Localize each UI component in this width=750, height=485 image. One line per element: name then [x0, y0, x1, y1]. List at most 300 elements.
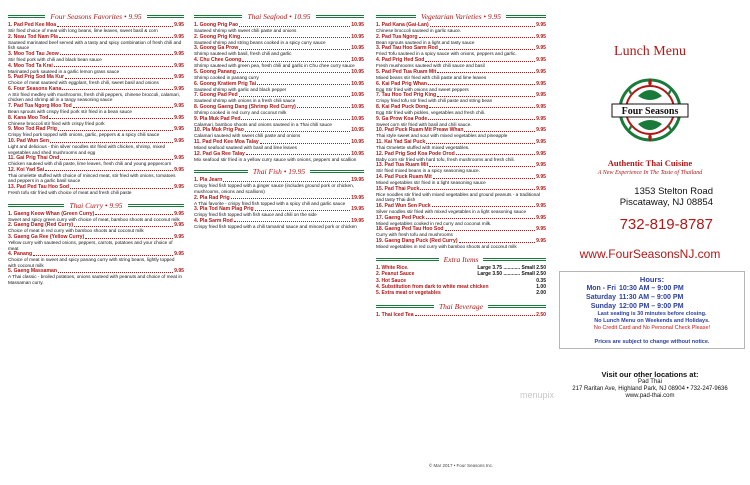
hours-row — [564, 284, 740, 293]
menu-item-description: Thai style sweet and sour with mixed vegetables and pineapple — [376, 133, 508, 139]
menu-item-name: 13. Pad Ped Tau Hoo Sod — [8, 184, 70, 191]
menu-item-name: 5. Gaeng Massaman — [8, 268, 57, 275]
extra-item-price: 0.35 — [536, 277, 546, 284]
menu-item-price: 9.95 — [174, 184, 184, 191]
menu-item-description: Silver noodles stir fried with mixed vegetables in a light seasoning sauce — [376, 208, 527, 214]
menu-item-description: Fresh tofu stir fried with choice of meat and fresh chili paste — [8, 190, 132, 196]
menu-item-name: 3. Gaeng Ga Ree (Yellow Curry) — [8, 234, 85, 241]
info-column — [555, 10, 745, 458]
menu-item-name: 8. Goong Gaeng Dang (Shrimp Red Curry) — [194, 103, 296, 110]
section-spacer — [376, 250, 546, 253]
menu-item-name: 3. Pad Tau Hoo Sarm Rod — [376, 45, 438, 52]
menu-item-price: 9.95 — [536, 150, 546, 157]
phone-number[interactable]: 732-819-8787 — [619, 216, 713, 233]
menu-item-description: Rice noodles stir fried with mixed vegetables and ground peanuts - a traditional and tasty Thai dish — [376, 191, 540, 203]
menu-item-name: 2. Neau Tod Nam Pla — [8, 33, 59, 40]
menu-item-price: 9.95 — [536, 162, 546, 169]
section-spacer — [8, 196, 184, 199]
menu-item — [376, 116, 546, 127]
no-lunch-weekend-note: No Lunch Menu on Weekends and Holidays. — [594, 318, 710, 324]
menu-item-price: 9.95 — [536, 57, 546, 64]
dot-leader — [62, 89, 173, 90]
menu-item-description: A Stir fried medley with mushrooms, fresh chili peppers, chinese broccoli, calamari, chicken and shrimp all in a tangy seasoning sauce — [8, 91, 180, 103]
menu-item-price: 10.95 — [351, 68, 364, 75]
section-title: Thai Beverage — [434, 302, 488, 311]
section-title: Vegetarian Varieties • 9.95 — [416, 12, 506, 21]
dot-leader — [439, 49, 535, 50]
menu-item-description: Thai omelette stuffed with choice of minced meat, stir fried with onions, tomatoes and peppers in a garlic basil sauce — [8, 172, 176, 184]
menu-item-price: 9.95 — [174, 22, 184, 28]
menu-item — [194, 206, 364, 217]
menu-item-description: Thai Omelette stuffed with mixed vegetables. — [376, 145, 470, 151]
dot-leader — [54, 66, 173, 67]
dot-leader — [239, 49, 350, 50]
menu-item-price: 9.95 — [536, 33, 546, 40]
menu-item-name: 2. Goong Prig King — [194, 33, 241, 40]
menu-item-price: 9.95 — [174, 268, 184, 275]
dot-leader — [257, 84, 350, 85]
menu-item — [8, 268, 184, 285]
menu-item-name: 5. Pad Ped Tua Ruam Mit — [376, 68, 437, 75]
dot-leader — [33, 255, 173, 256]
dot-leader — [50, 142, 173, 143]
menu-item-name: 4. Chu Chee Goong — [194, 57, 242, 64]
menu-item — [8, 115, 184, 126]
dot-leader — [237, 72, 350, 73]
menu-item — [376, 186, 546, 203]
menu-item-price: 9.95 — [174, 114, 184, 121]
menu-item-name: 10. Pad Wun Sen — [8, 138, 49, 145]
extra-item-price: Large 3.50 ............ Small 2.50 — [477, 271, 546, 278]
section-title: Thai Curry • 9.95 — [64, 201, 127, 210]
hours-time: 10:30 AM – 9:00 PM — [619, 285, 684, 292]
section-spacer — [376, 297, 546, 300]
menu-item-description: Baby corn stir fried with hard tofu, fresh mushrooms and fresh chili. — [376, 156, 515, 162]
menu-item — [376, 139, 546, 150]
menu-item-price: 9.95 — [174, 166, 184, 173]
other-location-website[interactable]: www.pad-thai.com — [625, 393, 675, 399]
menu-item-price: 9.95 — [536, 202, 546, 209]
menu-item-price: 9.95 — [174, 50, 184, 57]
menu-item-price: 9.95 — [174, 251, 184, 258]
extra-item-name: 4. Substitution from dark to white meat chicken — [376, 283, 489, 290]
menu-item-description: Sweet corn stir fried with basil and chili sauce. — [376, 121, 472, 127]
menu-item-description: Curry with fresh tofu and mushrooms — [376, 232, 453, 238]
menu-item-description: Marinated pork sauteed in a garlic lemon grass sauce — [8, 68, 120, 74]
section-title: Thai Fish • 19.95 — [248, 167, 310, 176]
menu-item — [8, 167, 184, 184]
menu-item-price: 9.95 — [536, 226, 546, 233]
menu-item — [194, 177, 364, 194]
menu-item-description: Crispy fried tofu stir fried with chili paste and string bean — [376, 98, 493, 104]
dot-leader — [456, 154, 535, 155]
menu-item-price: 9.95 — [174, 155, 184, 162]
section-spacer — [194, 162, 364, 165]
dot-leader — [428, 84, 535, 85]
menu-item-price: 9.95 — [536, 238, 546, 245]
menu-item-name: 4. Moo Tod Ta Krai — [8, 62, 53, 69]
dot-leader — [241, 37, 350, 38]
menu-item-price: 19.95 — [351, 177, 364, 184]
menu-item-description: Mixed vegetables stir fried in a light seasoning sauce — [376, 180, 486, 186]
hours-time: 12:00 PM – 9:00 PM — [619, 303, 684, 310]
menu-item-price: 19.95 — [351, 194, 364, 201]
dot-leader — [59, 37, 173, 38]
four-seasons-logo — [608, 74, 692, 152]
menu-item-name: 6. Kai Pad Prig Whan — [376, 80, 427, 87]
menu-item-description: Bean sprouts sauteed in a light and tasty sauce — [376, 39, 475, 45]
extra-item — [376, 290, 546, 296]
dot-leader — [234, 221, 350, 222]
menu-item-name: 1. Pad Kana (Gai-Lan) — [376, 22, 429, 28]
section-title: Extra Items — [439, 255, 484, 264]
menu-item-name: 1. Gaeng Keow Whan (Green Curry) — [8, 210, 95, 217]
menu-item-description: Yellow curry with sauteed onions, peppers, carrots, potatoes and your choice of meat — [8, 240, 173, 251]
menu-item — [194, 104, 364, 115]
address-city: Piscataway, NJ 08854 — [619, 197, 713, 208]
other-locations — [555, 371, 745, 400]
menu-item — [8, 22, 184, 33]
dot-leader — [445, 230, 536, 231]
menu-item-description: Shrimp cooked in red curry and coconut milk — [194, 109, 287, 115]
menu-item-price: 9.95 — [174, 222, 184, 229]
menu-item — [8, 155, 184, 166]
menu-item — [8, 184, 184, 195]
menu-item-name: 11. Kai Yad Sai Puck — [376, 139, 426, 146]
menu-item-name: 10. Pla Muk Prig Pao — [194, 127, 244, 134]
menu-item — [8, 86, 184, 103]
section-banner-thai-beverage — [376, 302, 546, 311]
menu-item-name: 7. Tau Hoo Tod Prig King — [376, 92, 437, 99]
menu-item-name: 4. Pla Sarm Rod — [194, 217, 233, 224]
section-banner-vegetarian-varieties-9-95 — [376, 12, 546, 21]
menu-item — [194, 92, 364, 103]
menu-item-name: 3. Pla Tod Nam Plag Prig — [194, 206, 254, 213]
dot-leader — [429, 166, 535, 167]
menu-item — [376, 69, 546, 80]
menu-item — [8, 51, 184, 62]
menu-item-name: 11. Pad Ped Kee Moa Talay — [194, 139, 259, 146]
section-banner-thai-seafood-10-95 — [194, 12, 364, 21]
menu-item-description: Choice of meat in red curry with bamboo shoots and coconut milk — [8, 228, 144, 234]
menu-item-description: Crispy fried pork topped with onions, garlic, peppers & a spicy chili sauce — [8, 132, 160, 138]
menu-item-name: 7. Pad Tua Ngorg Moo Tod — [8, 103, 72, 110]
menu-item-name: 6. Goong Kratiem Prig Tai — [194, 80, 257, 87]
menu-item — [376, 22, 546, 33]
menu-item-description: Chinese broccoli stir fried with crispy fried pork — [8, 120, 105, 126]
menu-item-name: 18. Gaeng Ped Tau Hoo Sod — [376, 226, 444, 233]
menu-item — [194, 195, 364, 206]
menu-item-name: 5. Pad Prig Sod Ma Kur — [8, 74, 65, 81]
dot-leader — [425, 61, 535, 62]
menu-item-description: Crispy fried fish topped with a chili tamarind sauce and minced pork or chicken — [194, 223, 357, 229]
other-location-name: Pad Thai — [638, 379, 662, 385]
menu-item-name: 16. Pad Wun Sen Puck — [376, 202, 431, 209]
menu-item-description: Shrimp cooked in panang curry — [194, 74, 259, 80]
menu-item-price: 9.95 — [536, 92, 546, 99]
dot-leader — [65, 78, 173, 79]
dot-leader — [429, 107, 535, 108]
menu-item-name: 15. Pad Thai Puck — [376, 185, 420, 192]
menu-item-price: 10.95 — [351, 139, 364, 146]
menu-item-description: Fresh mushrooms sauteed with chili sauce and basil — [376, 63, 485, 69]
menu-item-price: 9.95 — [536, 139, 546, 146]
menu-item-name: 9. Moo Tod Rad Prig — [8, 126, 57, 133]
menu-item — [8, 211, 184, 222]
menu-item — [8, 126, 184, 137]
menu-item-description: Egg Stir fried with onions and sweet peppers — [376, 86, 469, 92]
menu-item — [376, 312, 546, 318]
menu-item — [194, 45, 364, 56]
logo-text: Four Seasons — [621, 106, 679, 117]
menu-item-name: 19. Gaeng Dang Puck (Red Curry) — [376, 238, 458, 245]
menu-item-price: 9.95 — [536, 127, 546, 134]
hours-day: Saturday — [586, 294, 616, 301]
menu-item — [376, 215, 546, 226]
menu-item — [376, 81, 546, 92]
copyright-footer: © Mar 2017 • Four Seasons Inc. — [428, 463, 494, 468]
menu-item-price: 10.95 — [351, 150, 364, 157]
section-banner-four-seasons-favorites-9-95 — [8, 12, 184, 21]
menu-item-price: 10.95 — [351, 127, 364, 134]
menu-item-name: 3. Moo Tod Tau Jeow — [8, 50, 59, 57]
dot-leader — [415, 315, 536, 316]
dot-leader — [245, 131, 350, 132]
menu-item — [376, 127, 546, 138]
menu-item-price: 9.95 — [174, 33, 184, 40]
other-locations-title: Visit our other locations at: — [601, 370, 699, 379]
menu-item-description: Chinese broccoli sauteed in garlic sauce. — [376, 28, 462, 33]
menu-item-price: 9.95 — [174, 85, 184, 92]
menu-item-name: 1. Thai Iced Tea — [376, 311, 414, 318]
menu-item-name: 6. Four Seasons Kana — [8, 85, 62, 92]
section-banner-extra-items — [376, 255, 546, 264]
menu-item-description: Mixed beans stir fried with chili paste and lime leaves — [376, 74, 487, 80]
menu-column-1 — [8, 10, 184, 458]
hours-row — [564, 302, 740, 311]
dot-leader — [73, 107, 173, 108]
prices-subject-note: Prices are subject to change without notice. — [594, 339, 710, 345]
dot-leader — [45, 170, 173, 171]
dot-leader — [433, 178, 535, 179]
menu-item-description: A Thai favorite - crispy fried fish topped with a spicy chili and garlic sauce — [194, 200, 346, 206]
menu-item-name: 5. Goong Panang — [194, 68, 236, 75]
website-link[interactable]: www.FourSeasonsNJ.com — [579, 247, 721, 261]
dot-leader — [85, 238, 173, 239]
menu-item-name: 1. Pla Jearn — [194, 177, 223, 184]
hours-row — [564, 293, 740, 302]
menu-item-price: 10.95 — [351, 57, 364, 64]
menu-item — [376, 92, 546, 103]
menu-item-price: 9.95 — [536, 45, 546, 52]
menu-item — [376, 162, 546, 173]
menu-item-name: 10. Pad Puck Ruam Mit Preaw Whan — [376, 127, 464, 134]
no-credit-card-note: No Credit Card and No Personal Check Please! — [593, 325, 711, 331]
dot-leader — [260, 143, 351, 144]
menu-item — [194, 81, 364, 92]
hours-box — [559, 271, 745, 349]
section-banner-thai-curry-9-95 — [8, 201, 184, 210]
dot-leader — [430, 26, 535, 27]
dot-leader — [459, 242, 536, 243]
menu-item-price: 10.95 — [351, 115, 364, 122]
extra-item-name: 1. White Rice. — [376, 264, 409, 271]
menu-item-description: Shrimp sauteed with green pea, fresh chili and garlic in Chu chee curry sauce — [194, 63, 355, 69]
menu-item-description: Crispy fried fish topped with fish sauce and chili on the side — [194, 212, 317, 218]
menu-item-name: 13. Pad Tua Ruam Mit — [376, 162, 429, 169]
menu-item-price: 9.95 — [536, 115, 546, 122]
menu-item-name: 1. Pad Ped Kee Moa — [8, 22, 57, 28]
extra-item-name: 3. Hot Sauce — [376, 277, 407, 284]
lunch-menu-title: Lunch Menu — [614, 44, 686, 59]
menu-item-price: 9.95 — [536, 185, 546, 192]
dot-leader — [419, 37, 536, 38]
menu-item-price: 10.95 — [351, 22, 364, 28]
menu-item-price: 10.95 — [351, 103, 364, 110]
menu-item-description: Fried Tofu sauteed in a spicy sauce with onions, peppers and garlic. — [376, 51, 517, 57]
menu-item-description: Shrimp sauteed with basil, fresh chili and garlic — [194, 51, 292, 57]
dot-leader — [426, 218, 535, 219]
dot-leader — [437, 96, 535, 97]
menu-item — [376, 174, 546, 185]
tagline-authentic: Authentic Thai Cuisine — [607, 158, 693, 168]
menu-item — [8, 103, 184, 114]
menu-item — [376, 34, 546, 45]
menu-item — [8, 234, 184, 251]
dot-leader — [70, 188, 173, 189]
menu-item-price: 9.95 — [174, 126, 184, 133]
menu-item-price: 9.95 — [536, 22, 546, 28]
menu-item-price: 9.95 — [174, 62, 184, 69]
menu-item-description: Sauteed shrimp with sweet chili paste and onions — [194, 28, 297, 33]
menu-item-description: Sauteed shrimp and string beans cooked in a spicy curry sauce — [194, 39, 326, 45]
menu-item-price: 9.95 — [536, 174, 546, 181]
menu-item-name: 4. Pad Prig Hed Sod — [376, 57, 425, 64]
menu-item — [8, 222, 184, 233]
menu-item-description: Mixed vegetables cooked in red curry and coconut milk. — [376, 220, 492, 226]
menu-item — [194, 139, 364, 150]
menu-item-header — [376, 312, 546, 318]
menu-item-description: Choice of meat sauteed with eggplant, fresh chili, sweet basil and onions — [8, 80, 159, 86]
dot-leader — [60, 159, 173, 160]
menu-item-price: 10.95 — [351, 80, 364, 87]
dot-leader — [437, 72, 535, 73]
dot-leader — [255, 210, 351, 211]
menu-item-price: 9.95 — [536, 103, 546, 110]
dot-leader — [432, 206, 536, 207]
menu-item-name: 3. Goong Ga Prow — [194, 45, 239, 52]
menu-item-name: 9. Ga Prow Koa Pode — [376, 115, 428, 122]
menu-item-name: 11. Gai Prig Thai Ond — [8, 155, 60, 162]
menu-item-description: Bean sprouts with crispy fried pork stir fried in a bean sauce — [8, 109, 133, 115]
menu-item-description: Mixed seafood sauteed with basil and lime leaves — [194, 145, 297, 151]
menu-item-price: 19.95 — [351, 217, 364, 224]
dot-leader — [60, 54, 173, 55]
menu-item — [376, 104, 546, 115]
dot-leader — [297, 107, 350, 108]
menu-item-price: 9.95 — [174, 103, 184, 110]
menu-item — [194, 151, 364, 162]
tagline-experience: A New Experience In The Taste of Thailand — [597, 170, 703, 176]
address — [555, 186, 713, 208]
menu-item-description: Mix seafood stir fried in a yellow curry sauce with onions, peppers and scallion — [194, 156, 357, 162]
menu-item-description: Stir fried pork with chili and black bean sauce — [8, 56, 102, 62]
dot-leader — [464, 131, 535, 132]
menu-item — [194, 34, 364, 45]
menu-item-description: Crispy fried fish topped with a ginger sauce (includes ground pork or chicken, mushrooms, onions and scallions) — [194, 183, 354, 194]
dot-leader — [231, 198, 351, 199]
dot-leader — [223, 181, 350, 182]
menu-item-price: 9.95 — [536, 68, 546, 75]
menu-item-price: 9.95 — [174, 210, 184, 217]
menu-item-description: A Thai classic - broiled potatoes, onions sauteed with peanuts and choice of meat in Massaman curry. — [8, 274, 182, 285]
menu-item-description: Choice of meat in sweet and spicy panang curry with string beans, lightly topped with coconut milk — [8, 257, 175, 268]
section-title: Four Seasons Favorites • 9.95 — [45, 12, 146, 21]
menu-item — [376, 226, 546, 237]
menu-item-description: Stir fried choice of meat with long beans, lime leaves, sweet basil & corn — [8, 28, 158, 33]
menu-item-name: 12. Pad Ga Ree Talay — [194, 150, 245, 157]
extra-item-price: 1.00 — [536, 283, 546, 290]
dot-leader — [426, 143, 535, 144]
menu-item-price: 2.50 — [536, 311, 546, 318]
menu-item-name: 8. Kana Moo Tod — [8, 114, 49, 121]
extra-item-name: 2. Peanut Sauce — [376, 271, 415, 278]
menu-item — [8, 63, 184, 74]
hours-time: 11:30 AM – 9:00 PM — [619, 294, 684, 301]
menu-item-name: 14. Pad Puck Ruam Mit — [376, 174, 432, 181]
menu-item-description: Light and delicious - thin silver noodles stir fried with chicken, shrimp, mixed vegetables and shed mushrooms and egg — [8, 144, 166, 155]
menu-item-price: 9.95 — [174, 138, 184, 145]
menu-item — [376, 238, 546, 249]
menu-item-description: Stir fried mixed beans in a spicy seasoning sauce. — [376, 168, 480, 174]
menu-item-description: Egg Stir fried with pickles, vegetables and fresh chili. — [376, 109, 486, 115]
menu-item — [194, 127, 364, 138]
menu-item-name: 2. Pad Tua Ngorg — [376, 33, 418, 40]
menu-item-price: 10.95 — [351, 92, 364, 99]
menu-item-name: 1. Goong Prig Pao — [194, 22, 239, 28]
menu-item — [8, 251, 184, 268]
menu-item — [194, 116, 364, 127]
last-seating-note: Last seating is 30 minutes before closing. — [597, 311, 707, 317]
menu-item-description: Sauteed marinated beef served with a tasty and spicy combination of fresh chili and fish sauce — [8, 39, 182, 51]
menu-item — [376, 151, 546, 162]
dot-leader — [239, 26, 350, 27]
menu-item-name: 4. Panang — [8, 251, 33, 258]
menu-item — [8, 74, 184, 85]
menu-item-price: 9.95 — [536, 214, 546, 221]
menu-item — [376, 203, 546, 214]
section-title: Thai Seafood • 10.95 — [242, 12, 315, 21]
menu-item — [376, 45, 546, 56]
dot-leader — [74, 226, 173, 227]
dot-leader — [242, 61, 350, 62]
extra-item-name: 5. Extra meat or vegetables — [376, 290, 441, 297]
dot-leader — [58, 130, 173, 131]
menu-item-description: Sauteed shrimp with onions in a fresh chili sauce — [194, 98, 296, 104]
menu-item-description: Calamari, bamboo shoots and onions sauteed in a Thai chili sauce — [194, 121, 333, 127]
other-location-address: 217 Raritan Ave, Highland Park, NJ 08904 • 732-247-9636 — [572, 386, 728, 392]
menu-item-name: 12. Koi Yad Sai — [8, 166, 45, 173]
menu-item — [376, 57, 546, 68]
watermark: menupix — [520, 390, 555, 400]
hours-day: Sunday — [590, 303, 616, 310]
menu-item-description: Mixed vegetables in red curry with bamboo shoots and coconut milk — [376, 244, 517, 250]
hours-day: Mon - Fri — [586, 285, 616, 292]
dot-leader — [57, 26, 173, 27]
menu-item-name: 7. Goong Pad Ped — [194, 92, 238, 99]
menu-item-price: 9.95 — [174, 234, 184, 241]
menu-item-description: Chicken sauteed with chili paste, lime leaves, fresh chili and young peppercorn — [8, 161, 172, 167]
